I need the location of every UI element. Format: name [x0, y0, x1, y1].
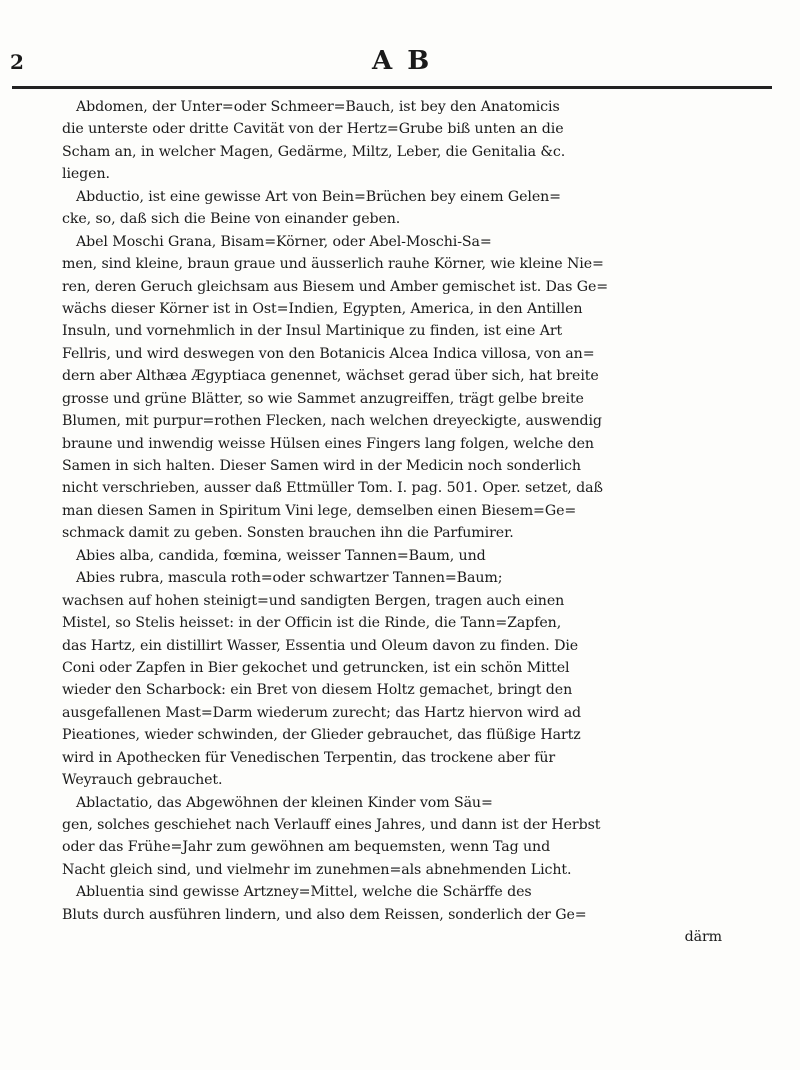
text-line: grosse und grüne Blätter, so wie Sammet anzugreiffen, trägt gelbe breite — [62, 390, 584, 407]
text-line: Blumen, mit purpur=rothen Flecken, nach welchen dreyeckigte, auswendig — [62, 413, 602, 430]
text-line: Weyrauch gebrauchet. — [62, 772, 223, 789]
text-line: gen, solches geschiehet nach Verlauff eines Jahres, und dann ist der Herbst — [62, 817, 601, 833]
text-line: Bluts durch ausführen lindern, und also dem Reissen, sonderlich der Ge= — [62, 906, 587, 923]
page-number: 2 — [10, 50, 24, 74]
text-line: Ablactatio, das Abgewöhnen der kleinen Kinder vom Säu= — [76, 794, 493, 811]
text-line: Insuln, und vornehmlich in der Insul Martinique zu finden, ist eine Art — [62, 323, 563, 340]
text-line: Coni oder Zapfen in Bier gekochet und getruncken, ist ein schön Mittel — [62, 659, 570, 676]
text-line: ausgefallenen Mast=Darm wiederum zurecht; das Hartz hiervon wird ad — [62, 704, 582, 721]
text-line: nicht verschrieben, ausser daß Ettmüller Tom. I. pag. 501. Oper. setzet, daß — [62, 480, 603, 497]
text-line: Samen in sich halten. Dieser Samen wird in der Medicin noch sonderlich — [62, 458, 581, 474]
text-line: Nacht gleich sind, und vielmehr im zunehmen=als abnehmenden Licht. — [62, 861, 572, 878]
text-line: das Hartz, ein distillirt Wasser, Essentia und Oleum davon zu finden. Die — [62, 637, 579, 654]
text-line: Mistel, so Stelis heisset: in der Officin ist die Rinde, die Tann=Zapfen, — [62, 615, 562, 632]
text-line: wachsen auf hohen steinigt=und sandigten Bergen, tragen auch einen — [62, 592, 565, 609]
text-line: wird in Apothecken für Venedischen Terpentin, das trockene aber für — [62, 749, 556, 766]
text-line: Fellris, und wird deswegen von den Botanicis Alcea Indica villosa, von an= — [62, 345, 595, 362]
text-line: Abel Moschi Grana, Bisam=Körner, oder Abel-Moschi-Sa= — [76, 233, 492, 250]
text-line: man diesen Samen in Spiritum Vini lege, demselben einen Biesem=Ge= — [62, 502, 577, 519]
text-line: die unterste oder dritte Cavität von der Hertz=Grube biß unten an die — [62, 121, 564, 138]
text-line: wächs dieser Körner ist in Ost=Indien, Egypten, America, in den Antillen — [62, 300, 583, 317]
text-line: cke, so, daß sich die Beine von einander geben. — [62, 211, 401, 228]
text-line: Abies alba, candida, fœmina, weisser Tannen=Baum, und — [76, 547, 486, 564]
header-rule — [12, 86, 772, 89]
text-line: Abluentia sind gewisse Artzney=Mittel, welche die Schärffe des — [76, 884, 532, 901]
text-line: schmack damit zu geben. Sonsten brauchen ihn die Parfumirer. — [62, 525, 514, 542]
text-line: dern aber Althæa Ægyptiaca genennet, wächset gerad über sich, hat breite — [62, 368, 599, 385]
text-line: Scham an, in welcher Magen, Gedärme, Miltz, Leber, die Genitalia &c. — [62, 143, 566, 160]
running-head: A B — [372, 46, 433, 76]
text-line: Abdomen, der Unter=oder Schmeer=Bauch, ist bey den Anatomicis — [76, 99, 560, 115]
text-line: ren, deren Geruch gleichsam aus Biesem und Amber gemischet ist. Das Ge= — [62, 278, 609, 295]
text-line: Abies rubra, mascula roth=oder schwartzer Tannen=Baum; — [76, 570, 503, 587]
text-line: wieder den Scharbock: ein Bret von diesem Holtz gemachet, bringt den — [62, 682, 573, 699]
page-header — [0, 40, 800, 80]
body-text — [62, 96, 762, 949]
text-line: liegen. — [62, 166, 110, 183]
text-line: Pieationes, wieder schwinden, der Glieder gebrauchet, das flüßige Hartz — [62, 727, 581, 744]
text-line: Abductio, ist eine gewisse Art von Bein=Brüchen bey einem Gelen= — [76, 188, 561, 205]
text-line: braune und inwendig weisse Hülsen eines Fingers lang folgen, welche den — [62, 435, 594, 452]
text-line: men, sind kleine, braun graue und äusserlich rauhe Körner, wie kleine Nie= — [62, 256, 604, 273]
text-line: oder das Frühe=Jahr zum gewöhnen am bequemsten, wenn Tag und — [62, 839, 551, 856]
catchword: därm — [684, 929, 722, 946]
